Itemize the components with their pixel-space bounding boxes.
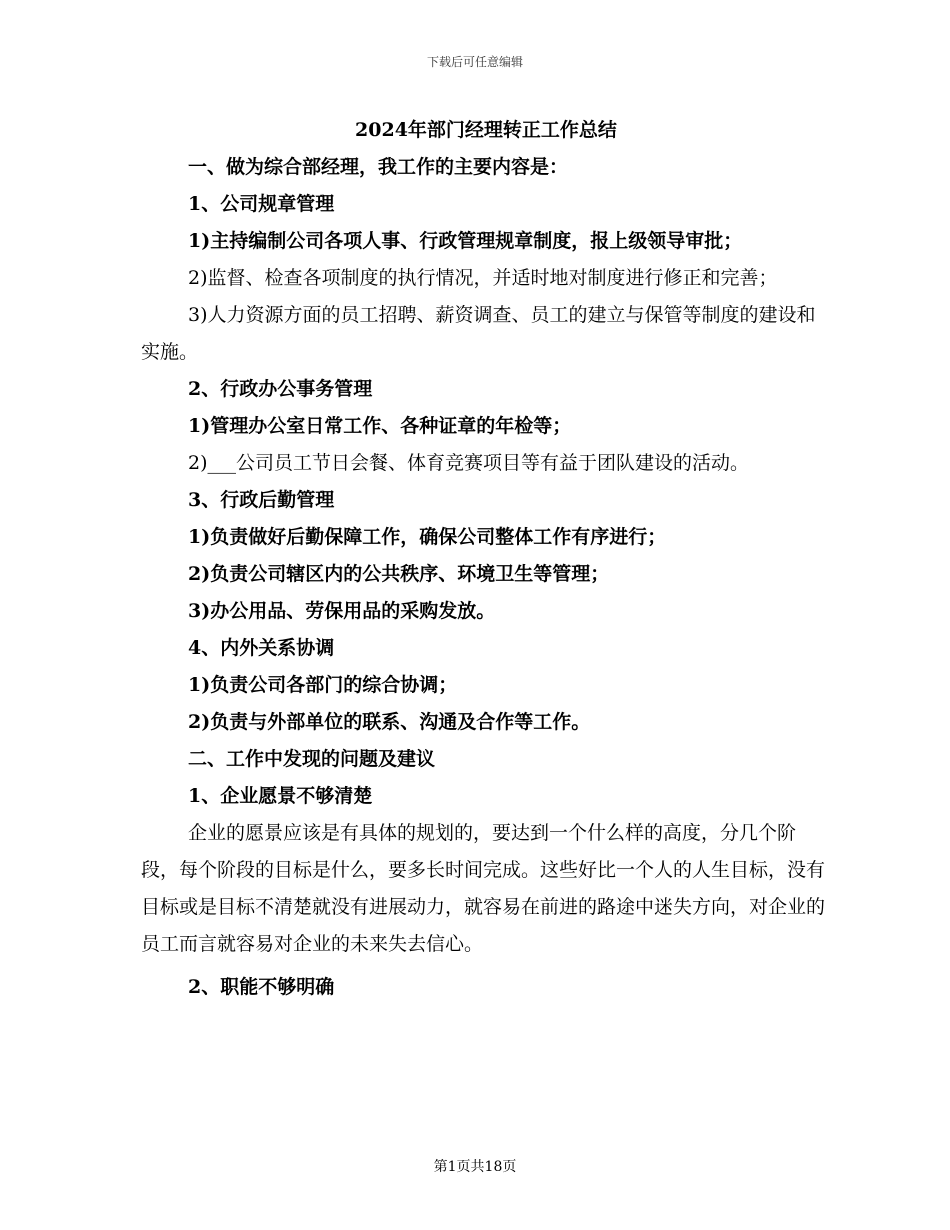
paragraph: 1、企业愿景不够清楚 (188, 785, 373, 807)
paragraph: 1)主持编制公司各项人事、行政管理规章制度，报上级领导审批； (188, 230, 743, 252)
paragraph: 1、公司规章管理 (188, 193, 335, 215)
header-note: 下载后可任意编辑 (426, 55, 523, 69)
paragraph: 4、内外关系协调 (188, 637, 335, 659)
page-number: 第1页共18页 (433, 1159, 517, 1175)
document-body (141, 112, 831, 1006)
paragraph: 1)负责做好后勤保障工作，确保公司整体工作有序进行； (188, 526, 667, 548)
paragraph: 2、行政办公事务管理 (188, 378, 373, 400)
document-title: 2024年部门经理转正工作总结 (355, 119, 617, 141)
paragraph: 2、职能不够明确 (188, 976, 335, 998)
paragraph-list (141, 149, 831, 1006)
paragraph: 2)___公司员工节日会餐、体育竞赛项目等有益于团队建设的活动。 (188, 452, 750, 474)
paragraph: 2)监督、检查各项制度的执行情况，并适时地对制度进行修正和完善； (188, 267, 778, 289)
paragraph: 1)管理办公室日常工作、各种证章的年检等； (188, 415, 572, 437)
paragraph: 二、工作中发现的问题及建议 (188, 748, 436, 770)
paragraph: 3)人力资源方面的员工招聘、薪资调查、员工的建立与保管等制度的建设和实施。 (141, 304, 816, 363)
paragraph: 一、做为综合部经理，我工作的主要内容是： (188, 156, 569, 178)
paragraph: 3、行政后勤管理 (188, 489, 335, 511)
paragraph: 2)负责与外部单位的联系、沟通及合作等工作。 (188, 711, 591, 733)
paragraph: 企业的愿景应该是有具体的规划的，要达到一个什么样的高度，分几个阶段，每个阶段的目标是什么，要多长时间完成。这些好比一个人的人生目标，没有目标或是目标不清楚就没有进展动力，就容易在前进的路途中迷失方向，对企业的员工而言就容易对企业的未来失去信心。 (141, 822, 826, 955)
paragraph: 3)办公用品、劳保用品的采购发放。 (188, 600, 496, 622)
paragraph: 2)负责公司辖区内的公共秩序、环境卫生等管理； (188, 563, 610, 585)
paragraph: 1)负责公司各部门的综合协调； (188, 674, 458, 696)
